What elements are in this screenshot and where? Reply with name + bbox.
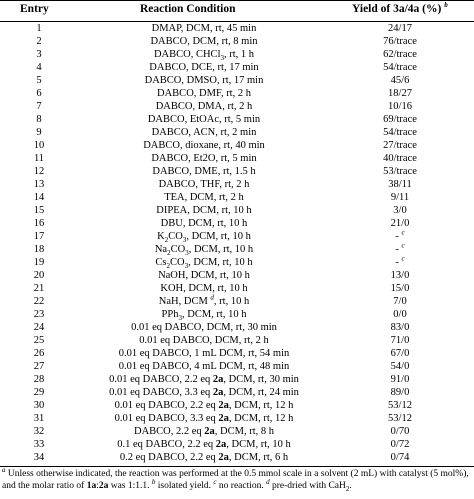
yield-cell: 21/0 [390, 218, 410, 229]
condition-cell: NaOH, DCM, rt, 10 h [158, 270, 250, 281]
entry-cell: 11 [33, 153, 45, 164]
condition-cell: DABCO, CHCl$_3$, rt, 1 h [153, 49, 255, 63]
entry-cell: 27 [33, 361, 45, 372]
table-row [0, 399, 474, 412]
yield-cell: 0/70 [390, 426, 410, 437]
condition-cell: DABCO, ACN, rt, 2 min [151, 127, 257, 138]
table-body [0, 22, 474, 464]
yield-cell: 38/11 [388, 179, 412, 190]
entry-cell: 25 [33, 335, 45, 346]
table-row [0, 451, 474, 464]
entry-cell: 20 [33, 270, 45, 281]
entry-cell: 24 [33, 322, 45, 333]
condition-cell: 0.01 eq DABCO, 3.3 eq 2a, DCM, rt, 24 min [109, 387, 299, 398]
table-row [0, 425, 474, 438]
condition-cell: PPh$_3$, DCM, rt, 10 h [161, 309, 247, 323]
yield-cell: - $^c$ [395, 254, 405, 268]
table-row [0, 360, 474, 373]
table-row [0, 321, 474, 334]
yield-cell: 54/0 [390, 361, 410, 372]
condition-cell: DMAP, DCM, rt, 45 min [151, 23, 257, 34]
table-row [0, 139, 474, 152]
table-footnote: $^a$ Unless otherwise indicated, the reaction was performed at the 0.5 mmol scale in a solvent (2 mL) with catalyst (5 mol%), and the molar ratio of 1a:2a was 1:1.1. $^b$ isolated yield. $^c$ no reaction. $^d$ pre-dried with CaH$_2$. [2, 465, 469, 493]
yield-cell: 40/trace [383, 153, 417, 164]
table-row [0, 113, 474, 126]
entry-cell: 32 [33, 426, 45, 437]
yield-cell: 69/trace [383, 114, 417, 125]
condition-cell: DABCO, DCM, rt, 8 min [150, 36, 258, 47]
entry-cell: 5 [36, 75, 42, 86]
condition-cell: DABCO, Et2O, rt, 5 min [151, 153, 257, 164]
yield-cell: 27/trace [383, 140, 417, 151]
entry-cell: 16 [33, 218, 45, 229]
header-yield: Yield of 3a/4a (%) $^b$ [352, 1, 448, 15]
condition-cell: $Na_2CO_3$, DCM, rt, 10 h [154, 244, 254, 258]
yield-cell: 13/0 [390, 270, 410, 281]
condition-cell: DABCO, DMA, rt, 2 h [155, 101, 253, 112]
yield-cell: 76/trace [383, 36, 417, 47]
entry-cell: 17 [33, 231, 45, 242]
condition-cell: 0.01 eq DABCO, 4 mL DCM, rt, 48 min [118, 361, 290, 372]
condition-cell: DABCO, THF, rt, 2 h [158, 179, 250, 190]
condition-cell: DABCO, DME, rt, 1.5 h [152, 166, 256, 177]
yield-cell: 0/74 [390, 452, 410, 463]
table-row [0, 61, 474, 74]
condition-cell: 0.01 eq DABCO, 3.3 eq 2a, DCM, rt, 12 h [114, 413, 294, 424]
condition-cell: DABCO, DMSO, rt, 17 min [144, 75, 264, 86]
yield-cell: 91/0 [390, 374, 410, 385]
yield-cell: 10/16 [388, 101, 412, 112]
entry-cell: 30 [33, 400, 45, 411]
entry-cell: 23 [33, 309, 45, 320]
yield-cell: 18/27 [388, 88, 412, 99]
table-row [0, 412, 474, 425]
yield-cell: - $^c$ [395, 241, 405, 255]
yield-cell: 9/11 [390, 192, 410, 203]
yield-cell: 7/0 [393, 296, 407, 307]
bottom-rule [0, 466, 474, 467]
entry-cell: 31 [33, 413, 45, 424]
table-row [0, 87, 474, 100]
condition-cell: DABCO, dioxane, rt, 40 min [143, 140, 265, 151]
condition-cell: 0.01 eq DABCO, 1 mL DCM, rt, 54 min [118, 348, 290, 359]
table-row [0, 334, 474, 347]
entry-cell: 8 [36, 114, 42, 125]
yield-cell: 15/0 [390, 283, 410, 294]
entry-cell: 14 [33, 192, 45, 203]
entry-cell: 9 [36, 127, 42, 138]
table-row [0, 126, 474, 139]
entry-cell: 26 [33, 348, 45, 359]
entry-cell: 18 [33, 244, 45, 255]
yield-cell: 24/17 [388, 23, 412, 34]
table-row [0, 269, 474, 282]
table-row [0, 35, 474, 48]
entry-cell: 21 [33, 283, 45, 294]
table-row [0, 22, 474, 35]
yield-cell: 54/trace [383, 62, 417, 73]
condition-cell: DABCO, DCE, rt, 17 min [149, 62, 259, 73]
header-condition: Reaction Condition [140, 3, 236, 15]
yield-cell: 83/0 [390, 322, 410, 333]
table-row [0, 74, 474, 87]
yield-cell: 62/trace [383, 49, 417, 60]
yield-cell: - $^c$ [395, 228, 405, 242]
condition-cell: TEA, DCM, rt, 2 h [164, 192, 244, 203]
yield-cell: 71/0 [390, 335, 410, 346]
yield-cell: 53/12 [388, 400, 412, 411]
yield-cell: 0/0 [393, 309, 407, 320]
table-row [0, 152, 474, 165]
yield-cell: 89/0 [390, 387, 410, 398]
entry-cell: 10 [33, 140, 45, 151]
condition-cell: NaH, DCM $^d$, rt, 10 h [158, 293, 250, 307]
condition-cell: 0.01 eq DABCO, 2.2 eq 2a, DCM, rt, 12 h [114, 400, 294, 411]
entry-cell: 4 [36, 62, 42, 73]
condition-cell: 0.01 eq DABCO, DCM, rt, 2 h [139, 335, 269, 346]
table-row [0, 191, 474, 204]
yield-cell: 3/0 [393, 205, 407, 216]
table-row [0, 386, 474, 399]
table-row [0, 373, 474, 386]
table-row [0, 438, 474, 451]
header-entry: Entry [20, 3, 49, 15]
table-row [0, 347, 474, 360]
table-row [0, 282, 474, 295]
table-row [0, 295, 474, 308]
table-row [0, 165, 474, 178]
yield-cell: 67/0 [390, 348, 410, 359]
yield-cell: 54/trace [383, 127, 417, 138]
condition-cell: DBU, DCM, rt, 10 h [160, 218, 248, 229]
entry-cell: 22 [33, 296, 45, 307]
condition-cell: $Cs_2CO_3$, DCM, rt, 10 h [155, 257, 253, 271]
entry-cell: 15 [33, 205, 45, 216]
condition-cell: 0.01 eq DABCO, DCM, rt, 30 min [131, 322, 277, 333]
condition-cell: DIPEA, DCM, rt, 10 h [156, 205, 252, 216]
condition-cell: DABCO, 2.2 eq 2a, DCM, rt, 8 h [133, 426, 274, 437]
entry-cell: 34 [33, 452, 45, 463]
entry-cell: 1 [36, 23, 42, 34]
entry-cell: 29 [33, 387, 45, 398]
condition-cell: DABCO, DMF, rt, 2 h [157, 88, 251, 99]
entry-cell: 13 [33, 179, 45, 190]
yield-cell: 0/72 [390, 439, 410, 450]
condition-cell: 0.2 eq DABCO, 2.2 eq 2a, DCM, rt, 6 h [119, 452, 289, 463]
entry-cell: 2 [36, 36, 42, 47]
condition-cell: 0.01 eq DABCO, 2.2 eq 2a, DCM, rt, 30 min [109, 374, 299, 385]
table-row [0, 178, 474, 191]
table-header [0, 0, 474, 22]
yield-cell: 45/6 [390, 75, 410, 86]
table-row [0, 204, 474, 217]
table-row [0, 100, 474, 113]
condition-cell: 0.1 eq DABCO, 2.2 eq 2a, DCM, rt, 10 h [117, 439, 291, 450]
entry-cell: 19 [33, 257, 45, 268]
condition-cell: KOH, DCM, rt, 10 h [160, 283, 248, 294]
table-row [0, 48, 474, 61]
entry-cell: 12 [33, 166, 45, 177]
entry-cell: 28 [33, 374, 45, 385]
entry-cell: 6 [36, 88, 42, 99]
condition-cell: $K_2CO_3$, DCM, rt, 10 h [157, 231, 251, 245]
table-row [0, 308, 474, 321]
table-row [0, 256, 474, 269]
condition-cell: DABCO, EtOAc, rt, 5 min [147, 114, 261, 125]
entry-cell: 33 [33, 439, 45, 450]
yield-cell: 53/12 [388, 413, 412, 424]
yield-cell: 53/trace [383, 166, 417, 177]
entry-cell: 3 [36, 49, 42, 60]
entry-cell: 7 [36, 101, 42, 112]
